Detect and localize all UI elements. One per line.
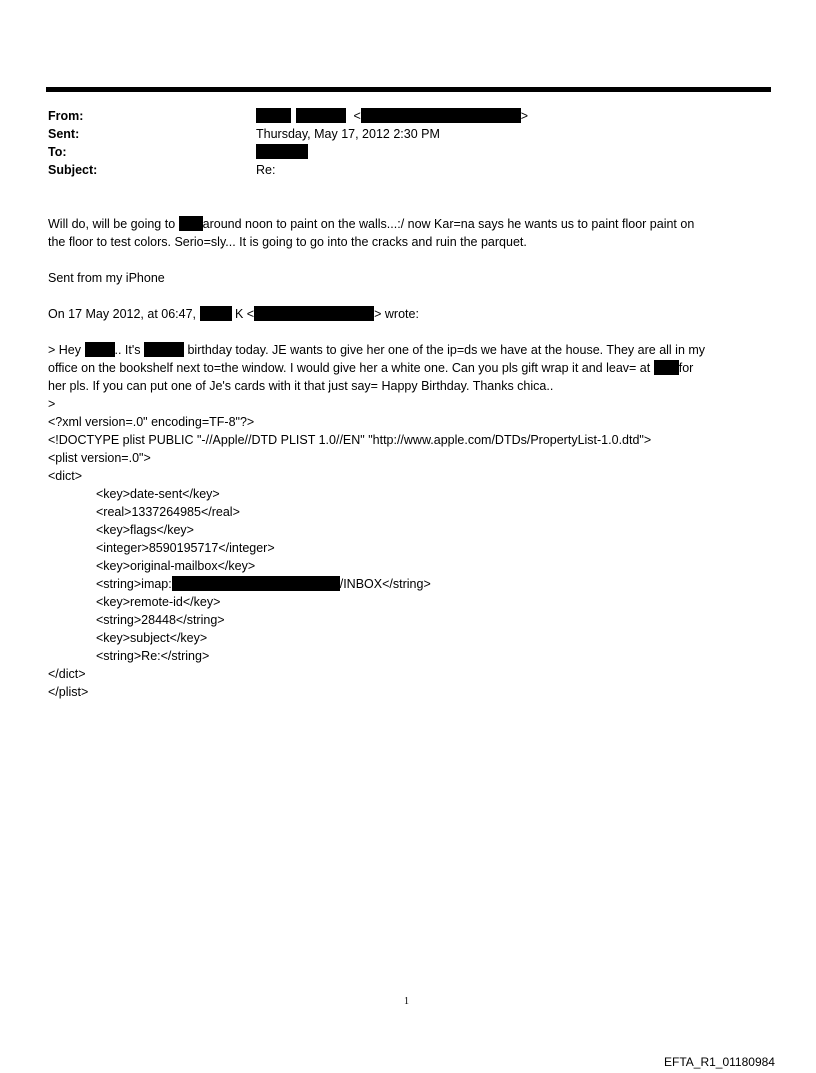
subject-value: Re: [256, 163, 276, 177]
message-line: the floor to test colors. Serio=sly... It is going to go into the cracks and ruin the parquet. [48, 235, 527, 249]
page-number: 1 [404, 996, 409, 1007]
redaction-block [144, 342, 184, 357]
quote-line: > [48, 397, 56, 411]
plist-line: </plist> [48, 685, 89, 699]
plist-line: <string>28448</string> [96, 613, 225, 627]
plist-line: <integer>8590195717</integer> [96, 541, 275, 555]
redaction-block [254, 306, 374, 321]
redaction-block [256, 144, 308, 159]
plist-line: <key>flags</key> [96, 523, 194, 537]
header-rule [46, 87, 771, 92]
from-value: < > [256, 107, 528, 125]
plist-line: <key>remote-id</key> [96, 595, 221, 609]
plist-line: <?xml version=.0" encoding=TF-8"?> [48, 415, 255, 429]
redaction-block [179, 216, 203, 231]
plist-line: <key>original-mailbox</key> [96, 559, 256, 573]
plist-line: <key>date-sent</key> [96, 487, 220, 501]
plist-line: </dict> [48, 667, 86, 681]
document-id-stamp: EFTA_R1_01180984 [664, 1055, 775, 1069]
plist-line: <real>1337264985</real> [96, 505, 240, 519]
to-value [256, 143, 308, 161]
signature: Sent from my iPhone [48, 271, 165, 285]
attribution-line: On 17 May 2012, at 06:47, K < > wrote: [48, 307, 419, 321]
redaction-block [256, 108, 291, 123]
message-line: Will do, will be going to around noon to paint on the walls...:/ now Kar=na says he wants us to paint floor paint on [48, 217, 695, 231]
subject-label: Subject: [48, 163, 98, 177]
sent-value: Thursday, May 17, 2012 2:30 PM [256, 127, 440, 141]
plist-line: <plist version=.0"> [48, 451, 151, 465]
sent-label: Sent: [48, 127, 80, 141]
plist-line: <string>Re:</string> [96, 649, 210, 663]
quote-line: her pls. If you can put one of Je's cards with it that just say= Happy Birthday. Thanks chica.. [48, 379, 554, 393]
redaction-block [172, 576, 340, 591]
redaction-block [85, 342, 115, 357]
quote-line: office on the bookshelf next to=the window. I would give her a white one. Can you pls gift wrap it and leav= at for [48, 361, 694, 375]
redaction-block [296, 108, 346, 123]
to-label: To: [48, 145, 67, 159]
plist-line: <key>subject</key> [96, 631, 208, 645]
from-label: From: [48, 109, 84, 123]
plist-line: <dict> [48, 469, 83, 483]
plist-line: <!DOCTYPE plist PUBLIC "-//Apple//DTD PLIST 1.0//EN" "http://www.apple.com/DTDs/PropertyList-1.0.dtd"> [48, 433, 652, 447]
plist-line: <string>imap: /INBOX</string> [96, 577, 431, 591]
quote-line: > Hey .. It's birthday today. JE wants to give her one of the ip=ds we have at the house. They are all in my [48, 343, 706, 357]
redaction-block [361, 108, 521, 123]
message-body [48, 215, 768, 701]
redaction-block [200, 306, 232, 321]
redaction-block [654, 360, 679, 375]
